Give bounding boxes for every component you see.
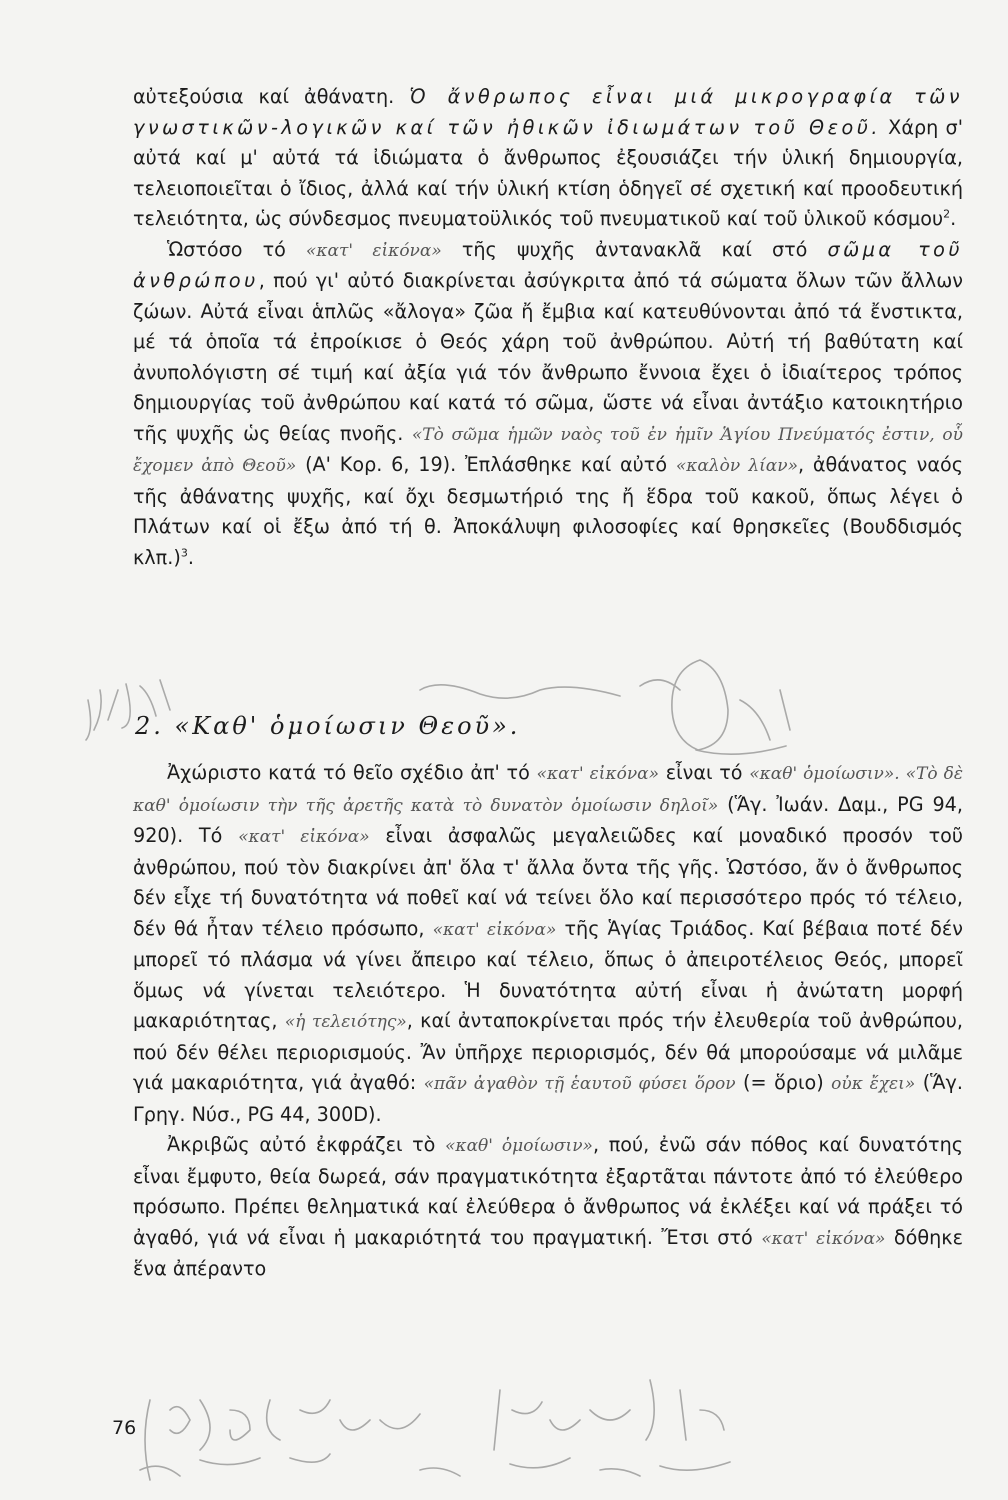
text: (= ὅριο)	[735, 1071, 832, 1094]
scribble-bottom-3	[140, 1454, 730, 1476]
text: , καί ἀνταποκρίνεται πρός τήν ἐλευθερία τοῦ ἀνθρώπου, πού δέν θέλει περιορισμούς. Ἄν ὑπῆρχε περιορισμός, δέν θά μπορούσαμε νά μιλᾶμε γιά μακαριότητα, γιά ἀγαθό:	[133, 1009, 963, 1094]
text-block-top	[133, 82, 963, 573]
text: (Α' Κορ. 6, 19). Ἐπλάσθηκε καί αὐτό	[296, 453, 676, 476]
text: , ἀθάνατος ναός τῆς ἀθάνατης ψυχῆς, καί ὄχι δεσμωτήριό της ἤ ἕδρα τοῦ κακοῦ, ὅπως λέγει ὁ Πλάτων καί οἱ ἔξω ἀπό τή θ. Ἀποκάλυψη φιλοσοφίες καί θρησκεῖες (Βουδδισμός κλπ.)	[133, 453, 964, 569]
text: τῆς ψυχῆς ἀντανακλᾶ καί στό	[441, 237, 828, 261]
text: .	[950, 207, 957, 230]
quote: «κατ' εἰκόνα»	[761, 1228, 886, 1249]
quote: «Τὸ σῶμα ἡμῶν ναὸς τοῦ ἐν ἡμῖν Ἁγίου Πνεύματός ἐστιν, οὗ ἔχομεν ἀπὸ Θεοῦ»	[133, 424, 964, 476]
paragraph-2	[133, 235, 963, 574]
text: , πού γι' αὐτό διακρίνεται ἀσύγκριτα ἀπό τά σώματα ὅλων τῶν ἄλλων ζώων. Αὐτά εἶναι ἁπλῶς «ἄλογα» ζῶα ἤ ἔμβια καί κατευθύνονται ἀπό τά ἔνστικτα, μέ τά ὁποῖα τά ἐπροίκισε ὁ Θεός χάρη τοῦ ἀνθρώπου. Αὐτή τή βαθύτατη καί ἀνυπολόγιστη σέ τιμή καί ἀξία γιά τόν ἄνθρωπο ἔννοια ἔχει ὁ ἰδιαίτερος τρόπος δημιουργίας τοῦ ἀνθρώπου καί κατά τό σῶμα, ὥστε νά εἶναι ἀντάξιο κατοικητήριο τῆς ψυχῆς ὡς θείας πνοῆς.	[133, 269, 963, 445]
quote: «κατ' εἰκόνα»	[305, 240, 442, 261]
paragraph-3	[133, 758, 963, 1130]
page-number: 76	[112, 1417, 137, 1439]
quote: «καθ' ὁμοίωσιν». «Τὸ δὲ καθ' ὁμοίωσιν τὴν τῆς ἀρετῆς κατὰ τὸ δυνατὸν ὁμοίωσιν δηλοῖ»	[133, 764, 963, 816]
section-heading: 2. «Καθ' ὁμοίωσιν Θεοῦ».	[135, 712, 521, 740]
quote: «κατ' εἰκόνα»	[432, 919, 557, 940]
text: (Ἅγ. Ἰωάν. Δαμ., PG 94, 920). Τό	[133, 792, 963, 847]
footnote-ref: 2	[943, 207, 951, 221]
text: εἶναι ἀσφαλῶς μεγαλειῶδες καί μοναδικό προσόν τοῦ ἀνθρώπου, πού τὸν διακρίνει ἀπ' ὅλα τ' ἄλλα ὄντα τῆς γῆς. Ὡστόσο, ἄν ὁ ἄνθρωπος δέν εἶχε τή δυνατότητα νά ποθεῖ καί νά τείνει ὅλο καί περισσότερο πρός τό τέλειο, δέν θά ἦταν τέλειο πρόσωπο,	[133, 824, 963, 940]
quote: «καθ' ὁμοίωσιν»	[445, 1136, 593, 1156]
footnote-ref: 3	[180, 546, 188, 560]
scribble-bottom-1	[145, 1400, 420, 1480]
paragraph-4	[133, 1130, 963, 1285]
quote: «ἡ τελειότης»	[284, 1012, 407, 1032]
text: Ἀχώριστο κατά τό θεῖο σχέδιο ἀπ' τό	[167, 761, 537, 784]
quote: οὐκ ἔχει»	[831, 1074, 916, 1094]
text: .	[187, 545, 194, 569]
text-block-bottom	[133, 758, 963, 1285]
text: , πού, ἐνῶ σάν πόθος καί δυνατότης εἶναι ἔμφυτο, θεία δωρεά, σάν πραγματικότητα ἐξαρτᾶται πάντοτε ἀπό τό ἐλεύθερο πρόσωπο. Πρέπει θεληματικά καί ἐλεύθερα ὁ ἄνθρωπος νά ἐκλέξει καί νά πράξει τό ἀγαθό, γιά νά εἶναι ἡ μακαριότητά του πραγματική. Ἔτσι στό	[133, 1133, 964, 1249]
text: (Ἅγ. Γρηγ. Νύσ., PG 44, 300D).	[133, 1071, 964, 1126]
text: Ἀκριβῶς αὐτό ἐκφράζει τὸ	[167, 1133, 446, 1156]
quote: «κατ' εἰκόνα»	[238, 827, 370, 847]
text: δόθηκε ἕνα ἀπέραντο	[133, 1225, 963, 1280]
text: Χάρη σ' αὐτά καί μ' αὐτά τά ἰδιώματα ὁ ἄνθρωπος ἐξουσιάζει τήν ὑλική δημιουργία, τελειοποιεῖται ὁ ἴδιος, ἀλλά καί τήν ὑλική κτίση ὁδηγεῖ σέ σχετική καί προοδευτική τελειότητα, ὡς σύνδεσμος πνευματοϋλικός τοῦ πνευματικοῦ καί τοῦ ὑλικοῦ κόσμου	[133, 115, 963, 230]
text: εἶναι τό	[659, 761, 750, 784]
spaced-emphasis: σῶμα τοῦ ἀνθρώπου	[133, 237, 963, 292]
text: αὐτεξούσια καί ἀθάνατη.	[133, 85, 410, 108]
scribble-bottom-2	[494, 1380, 724, 1450]
quote: «πᾶν ἀγαθὸν τῇ ἑαυτοῦ φύσει ὅρον	[423, 1074, 736, 1094]
quote: «καλὸν λίαν»	[675, 456, 798, 476]
spaced-quote: Ὁ ἄνθρωπος εἶναι μιά μικρογραφία τῶν γνωστικῶν-λογικῶν καί τῶν ἠθικῶν ἰδιωμάτων τοῦ Θεοῦ.	[133, 85, 963, 139]
scribble-top	[420, 680, 680, 698]
scribble-right	[696, 690, 790, 754]
text: Ὡστόσο τό	[167, 237, 306, 261]
quote: «κατ' εἰκόνα»	[536, 764, 660, 784]
text: τῆς Ἁγίας Τριάδος. Καί βέβαια ποτέ δέν μπορεῖ τό πλάσμα νά γίνει ἄπειρο καί τέλειο, ὅπως ὁ ἀπειροτέλειος Θεός, μπορεῖ ὅμως νά γίνεται τελειότερο. Ἡ δυνατότητα αὐτή εἶναι ἡ ἀνώτατη μορφή μακαριότητας,	[133, 916, 963, 1032]
scribble-circle	[672, 660, 728, 750]
paragraph-1	[133, 82, 963, 235]
